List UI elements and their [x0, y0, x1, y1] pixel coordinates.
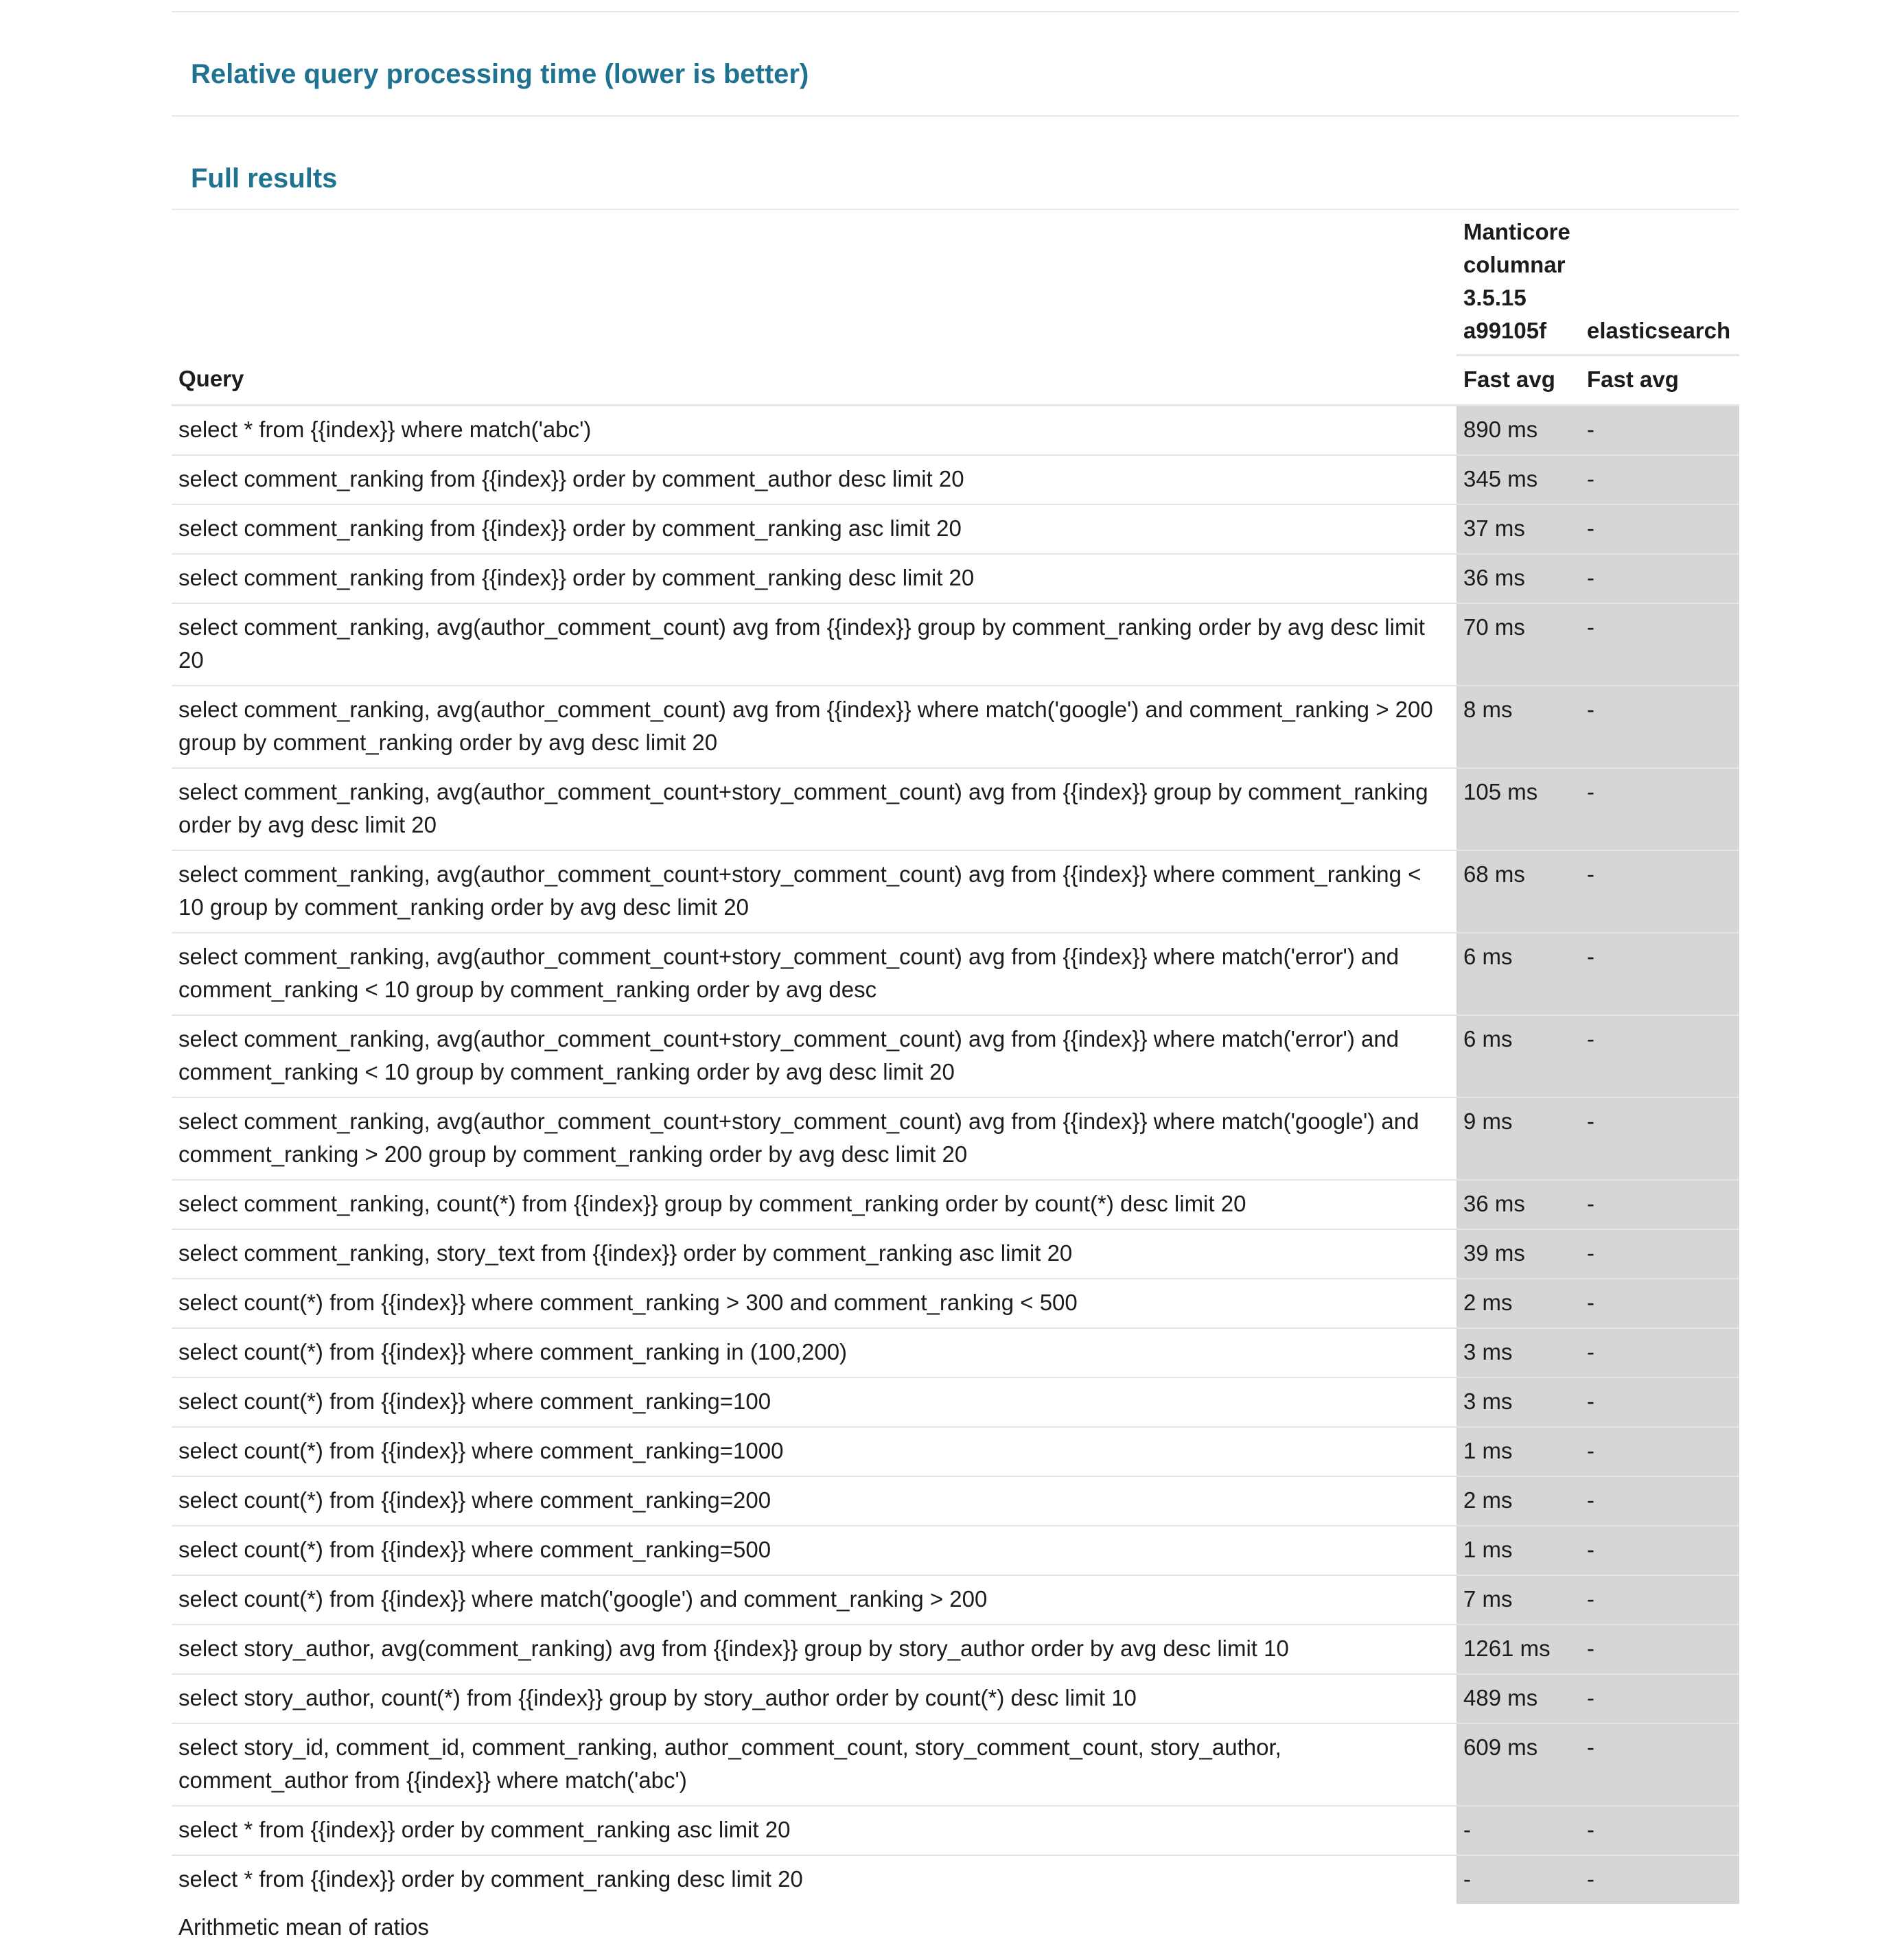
- elasticsearch-time-cell: -: [1580, 1279, 1739, 1328]
- table-row: [172, 554, 1739, 603]
- elasticsearch-time-cell: -: [1580, 933, 1739, 1015]
- elasticsearch-time-cell: -: [1580, 1378, 1739, 1427]
- table-row: [172, 850, 1739, 933]
- elasticsearch-time-cell: -: [1580, 1806, 1739, 1855]
- manticore-fast-avg-header: Fast avg: [1456, 356, 1580, 406]
- elasticsearch-engine-header: elasticsearch: [1580, 209, 1739, 356]
- manticore-time-cell: 68 ms: [1456, 850, 1580, 933]
- table-row: [172, 1526, 1739, 1575]
- engine-header-row: [172, 209, 1739, 356]
- table-row: [172, 603, 1739, 686]
- table-row: [172, 1476, 1739, 1526]
- elasticsearch-time-cell: -: [1580, 455, 1739, 504]
- query-cell: select comment_ranking, avg(author_comment_count+story_comment_count) avg from {{index}} where match('error') and comment_ranking < 10 group by comment_ranking order by avg desc: [172, 933, 1456, 1015]
- manticore-time-cell: 36 ms: [1456, 554, 1580, 603]
- query-cell: select comment_ranking from {{index}} order by comment_ranking desc limit 20: [172, 554, 1456, 603]
- table-row: [172, 504, 1739, 554]
- manticore-time-cell: 6 ms: [1456, 933, 1580, 1015]
- table-row: [172, 1180, 1739, 1229]
- elasticsearch-time-cell: -: [1580, 850, 1739, 933]
- query-cell: select comment_ranking, count(*) from {{index}} group by comment_ranking order by count(*) desc limit 20: [172, 1180, 1456, 1229]
- query-cell: select count(*) from {{index}} where comment_ranking in (100,200): [172, 1328, 1456, 1378]
- footer-empty-cell: [1456, 1904, 1580, 1952]
- manticore-time-cell: 489 ms: [1456, 1674, 1580, 1723]
- elasticsearch-time-cell: -: [1580, 1723, 1739, 1806]
- elasticsearch-time-cell: -: [1580, 768, 1739, 850]
- query-cell: select count(*) from {{index}} where comment_ranking=500: [172, 1526, 1456, 1575]
- elasticsearch-time-cell: -: [1580, 1476, 1739, 1526]
- manticore-time-cell: 3 ms: [1456, 1328, 1580, 1378]
- manticore-time-cell: 1261 ms: [1456, 1625, 1580, 1674]
- manticore-time-cell: 609 ms: [1456, 1723, 1580, 1806]
- empty-header-cell: [172, 209, 1456, 356]
- table-row: [172, 1229, 1739, 1279]
- table-row: [172, 1378, 1739, 1427]
- manticore-time-cell: -: [1456, 1855, 1580, 1904]
- manticore-time-cell: 70 ms: [1456, 603, 1580, 686]
- manticore-time-cell: 1 ms: [1456, 1526, 1580, 1575]
- table-row: [172, 768, 1739, 850]
- table-row: [172, 933, 1739, 1015]
- query-cell: select count(*) from {{index}} where comment_ranking > 300 and comment_ranking < 500: [172, 1279, 1456, 1328]
- table-row: [172, 1328, 1739, 1378]
- manticore-time-cell: 6 ms: [1456, 1015, 1580, 1097]
- results-body: [172, 406, 1739, 1905]
- manticore-time-cell: 8 ms: [1456, 686, 1580, 768]
- elasticsearch-time-cell: -: [1580, 1180, 1739, 1229]
- manticore-time-cell: 7 ms: [1456, 1575, 1580, 1625]
- manticore-time-cell: 3 ms: [1456, 1378, 1580, 1427]
- query-cell: select comment_ranking, story_text from {{index}} order by comment_ranking asc limit 20: [172, 1229, 1456, 1279]
- query-cell: select story_author, count(*) from {{index}} group by story_author order by count(*) desc limit 10: [172, 1674, 1456, 1723]
- elasticsearch-time-cell: -: [1580, 1855, 1739, 1904]
- table-row: [172, 1806, 1739, 1855]
- query-cell: select story_id, comment_id, comment_ranking, author_comment_count, story_comment_count, story_author, comment_author from {{index}} where match('abc'): [172, 1723, 1456, 1806]
- top-divider: [172, 11, 1739, 12]
- query-cell: select comment_ranking, avg(author_comment_count+story_comment_count) avg from {{index}} where match('google') and comment_ranking > 200 group by comment_ranking order by avg desc limit 20: [172, 1097, 1456, 1180]
- query-cell: select comment_ranking, avg(author_comment_count+story_comment_count) avg from {{index}} where comment_ranking < 10 group by comment_ranking order by avg desc limit 20: [172, 850, 1456, 933]
- table-row: [172, 1674, 1739, 1723]
- elasticsearch-time-cell: -: [1580, 1625, 1739, 1674]
- query-cell: select comment_ranking, avg(author_comment_count+story_comment_count) avg from {{index}} where match('error') and comment_ranking < 10 group by comment_ranking order by avg desc limit 20: [172, 1015, 1456, 1097]
- elasticsearch-time-cell: -: [1580, 1097, 1739, 1180]
- footer-empty-cell: [1580, 1904, 1739, 1952]
- query-cell: select comment_ranking, avg(author_comment_count) avg from {{index}} group by comment_ranking order by avg desc limit 20: [172, 603, 1456, 686]
- footer-row: [172, 1904, 1739, 1952]
- elasticsearch-time-cell: -: [1580, 504, 1739, 554]
- manticore-time-cell: 890 ms: [1456, 406, 1580, 456]
- elasticsearch-fast-avg-header: Fast avg: [1580, 356, 1739, 406]
- query-cell: select comment_ranking from {{index}} order by comment_author desc limit 20: [172, 455, 1456, 504]
- query-cell: select comment_ranking, avg(author_comment_count) avg from {{index}} where match('google') and comment_ranking > 200 group by comment_ranking order by avg desc limit 20: [172, 686, 1456, 768]
- query-cell: select count(*) from {{index}} where comment_ranking=200: [172, 1476, 1456, 1526]
- query-cell: select count(*) from {{index}} where comment_ranking=100: [172, 1378, 1456, 1427]
- manticore-time-cell: 36 ms: [1456, 1180, 1580, 1229]
- query-cell: select count(*) from {{index}} where comment_ranking=1000: [172, 1427, 1456, 1476]
- table-row: [172, 1855, 1739, 1904]
- elasticsearch-time-cell: -: [1580, 1427, 1739, 1476]
- query-cell: select * from {{index}} order by comment_ranking asc limit 20: [172, 1806, 1456, 1855]
- manticore-time-cell: 2 ms: [1456, 1279, 1580, 1328]
- elasticsearch-time-cell: -: [1580, 686, 1739, 768]
- query-column-header: Query: [172, 356, 1456, 406]
- elasticsearch-time-cell: -: [1580, 1526, 1739, 1575]
- query-cell: select story_author, avg(comment_ranking) avg from {{index}} group by story_author order by avg desc limit 10: [172, 1625, 1456, 1674]
- results-table: [172, 209, 1739, 1952]
- elasticsearch-time-cell: -: [1580, 406, 1739, 456]
- relative-time-title: Relative query processing time (lower is better): [191, 59, 809, 89]
- query-cell: select * from {{index}} where match('abc'): [172, 406, 1456, 456]
- table-row: [172, 406, 1739, 456]
- elasticsearch-time-cell: -: [1580, 1575, 1739, 1625]
- table-row: [172, 1015, 1739, 1097]
- query-cell: select comment_ranking from {{index}} order by comment_ranking asc limit 20: [172, 504, 1456, 554]
- manticore-time-cell: -: [1456, 1806, 1580, 1855]
- table-row: [172, 455, 1739, 504]
- table-row: [172, 686, 1739, 768]
- relative-divider: [172, 115, 1739, 117]
- elasticsearch-time-cell: -: [1580, 1015, 1739, 1097]
- elasticsearch-time-cell: -: [1580, 1229, 1739, 1279]
- table-row: [172, 1575, 1739, 1625]
- table-row: [172, 1625, 1739, 1674]
- manticore-time-cell: 9 ms: [1456, 1097, 1580, 1180]
- manticore-time-cell: 37 ms: [1456, 504, 1580, 554]
- elasticsearch-time-cell: -: [1580, 554, 1739, 603]
- table-row: [172, 1279, 1739, 1328]
- manticore-time-cell: 2 ms: [1456, 1476, 1580, 1526]
- full-results-title: Full results: [191, 163, 338, 194]
- manticore-time-cell: 39 ms: [1456, 1229, 1580, 1279]
- elasticsearch-time-cell: -: [1580, 603, 1739, 686]
- manticore-engine-header: Manticore columnar 3.5.15 a99105f: [1456, 209, 1580, 356]
- manticore-time-cell: 105 ms: [1456, 768, 1580, 850]
- query-cell: select * from {{index}} order by comment_ranking desc limit 20: [178, 1866, 803, 1892]
- table-row: [172, 1097, 1739, 1180]
- manticore-time-cell: 1 ms: [1456, 1427, 1580, 1476]
- query-cell: select count(*) from {{index}} where match('google') and comment_ranking > 200: [172, 1575, 1456, 1625]
- elasticsearch-time-cell: -: [1580, 1674, 1739, 1723]
- query-cell: select comment_ranking, avg(author_comment_count+story_comment_count) avg from {{index}} group by comment_ranking order by avg desc limit 20: [172, 768, 1456, 850]
- elasticsearch-time-cell: -: [1580, 1328, 1739, 1378]
- table-row: [172, 1427, 1739, 1476]
- table-row: [172, 1723, 1739, 1806]
- arithmetic-mean-label: Arithmetic mean of ratios: [178, 1914, 429, 1940]
- manticore-time-cell: 345 ms: [1456, 455, 1580, 504]
- column-header-row: [172, 356, 1739, 406]
